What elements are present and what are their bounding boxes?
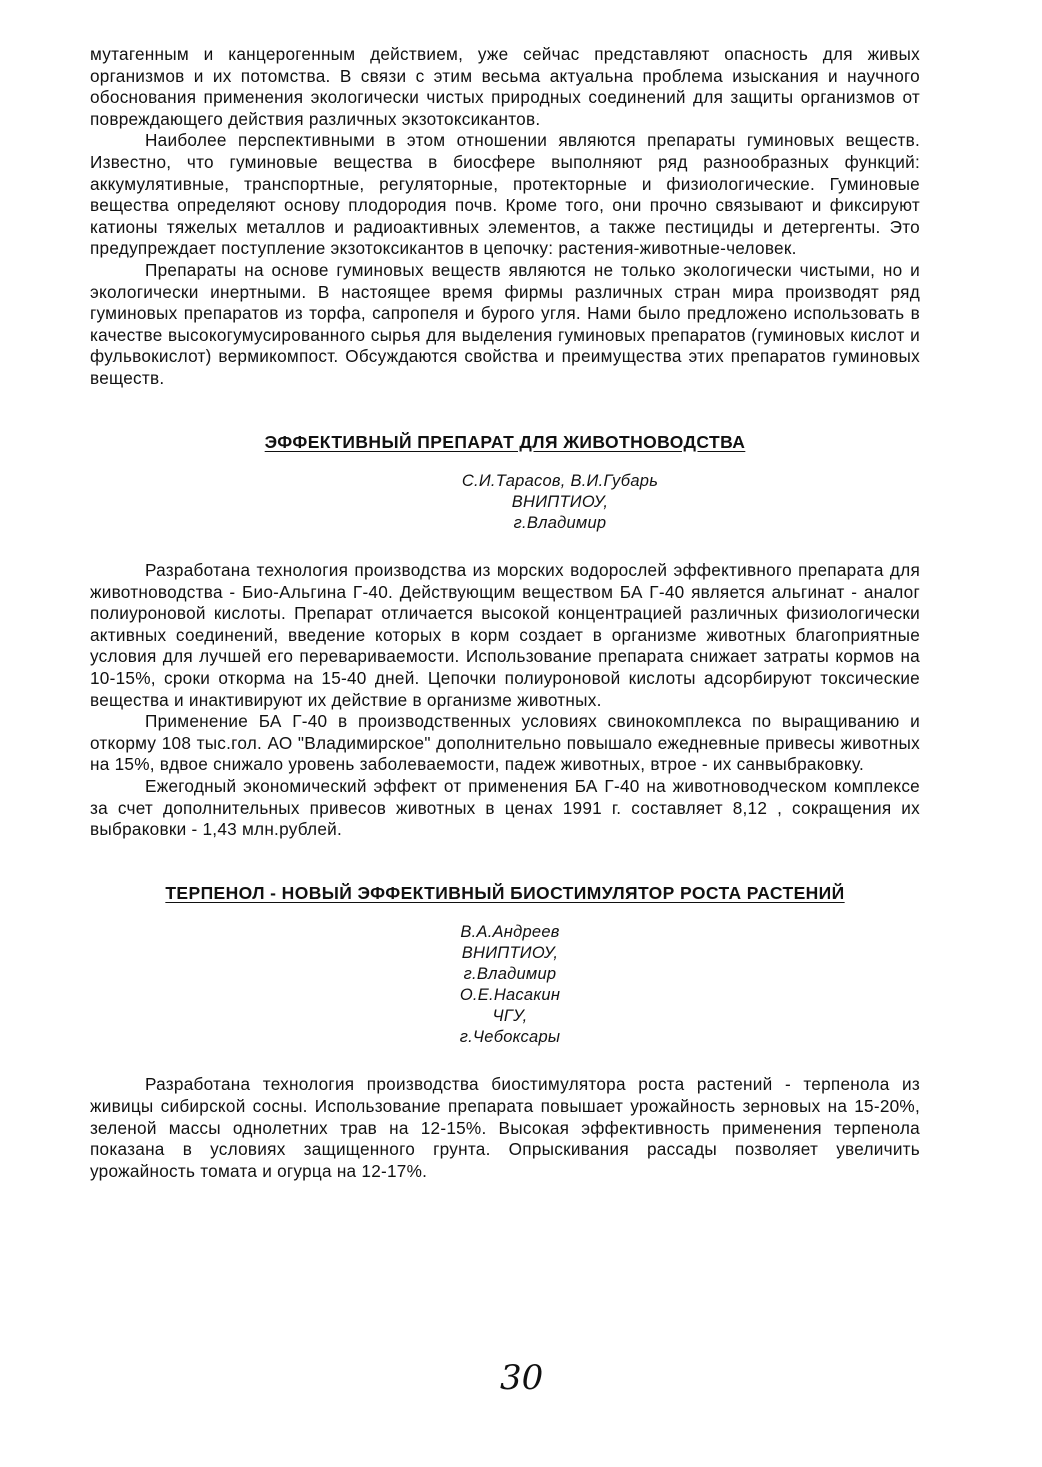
document-page bbox=[90, 44, 920, 1182]
body-paragraph: Ежегодный экономический эффект от применения БА Г-40 на животноводческом комплексе за счет дополнительных привесов животных в ценах 1991 г. составляет 8,12 , сокращения их выбраковки - 1,43 млн.рублей. bbox=[90, 776, 920, 840]
author-line: В.А.Андреев bbox=[460, 923, 560, 942]
author-line: г.Чебоксары bbox=[459, 1028, 561, 1047]
author-line: г.Владимир bbox=[513, 514, 607, 533]
author-line: ЧГУ, bbox=[492, 1007, 528, 1026]
section-body bbox=[90, 560, 920, 841]
author-line: г.Владимир bbox=[463, 965, 557, 984]
intro-paragraph: Наиболее перспективными в этом отношении являются препараты гуминовых веществ. Известно, что гуминовые вещества в биосфере выполняют ряд разнообразных функций: аккумулятивные, транспортные, регуляторные, протекторные и физиологические. Гуминовые вещества определяют основу плодородия почв. Кроме того, они прочно связывают и фиксируют катионы тяжелых металлов и радиоактивных элементов, а также пестициды и детергенты. Это предупреждает поступление экзотоксикантов в цепочку: растения-животные-человек. bbox=[90, 130, 920, 259]
page-number: 30 bbox=[500, 1358, 544, 1398]
section-title: ЭФФЕКТИВНЫЙ ПРЕПАРАТ ДЛЯ ЖИВОТНОВОДСТВА bbox=[264, 431, 746, 452]
body-paragraph: Разработана технология производства биостимулятора роста растений - терпенола из живицы сибирской сосны. Использование препарата повышает урожайность зерновых на 15-20%, зеленой массы однолетних трав на 12-15%. Высокая эффективность применения терпенола показана в условиях защищенного грунта. Опрыскивания рассады позволяет увеличить урожайность томата и огурца на 12-17%. bbox=[90, 1074, 920, 1181]
author-line: С.И.Тарасов, В.И.Губарь bbox=[461, 472, 659, 491]
intro-section bbox=[90, 44, 920, 390]
section-body bbox=[90, 1074, 920, 1182]
author-line: ВНИПТИОУ, bbox=[461, 944, 559, 963]
author-block bbox=[200, 471, 920, 534]
body-paragraph: Применение БА Г-40 в производственных условиях свинокомплекса по выращиванию и откорму 108 тыс.гол. АО "Владимирское" дополнительно повышало ежедневные привесы животных на 15%, вдвое снижало уровень заболеваемости, падеж животных, втрое - их санвыбраковку. bbox=[90, 711, 920, 775]
author-line: ВНИПТИОУ, bbox=[511, 493, 609, 512]
author-block bbox=[100, 922, 920, 1048]
author-line: О.Е.Насакин bbox=[459, 986, 561, 1005]
section-title: ТЕРПЕНОЛ - НОВЫЙ ЭФФЕКТИВНЫЙ БИОСТИМУЛЯТОР РОСТА РАСТЕНИЙ bbox=[165, 882, 845, 903]
intro-paragraph: мутагенным и канцерогенным действием, уже сейчас представляют опасность для живых организмов и их потомства. В связи с этим весьма актуальна проблема изыскания и научного обоснования применения экологически чистых природных соединений для защиты организмов от повреждающего действия различных экзотоксикантов. bbox=[90, 44, 920, 129]
body-paragraph: Разработана технология производства из морских водорослей эффективного препарата для животноводства - Био-Альгина Г-40. Действующим веществом БА Г-40 является альгинат - аналог полиуроновой кислоты. Препарат отличается высокой концентрацией различных физиологически активных соединений, введение которых в корм создает в организме животных благоприятные условия для лучшей его перевариваемости. Использование препарата снижает затраты кормов на 10-15%, сроки откорма на 15-40 дней. Цепочки полиуроновой кислоты адсорбируют токсические вещества и инактивируют их действие в организме животных. bbox=[90, 560, 920, 710]
intro-paragraph: Препараты на основе гуминовых веществ являются не только экологически чистыми, но и экологически инертными. В настоящее время фирмы различных стран мира производят ряд гуминовых препаратов из торфа, сапропеля и бурого угля. Нами было предложено использовать в качестве высокогумусированного сырья для выделения гуминовых препаратов (гуминовых кислот и фульвокислот) вермикомпост. Обсуждаются свойства и преимущества этих препаратов гуминовых веществ. bbox=[90, 259, 920, 388]
